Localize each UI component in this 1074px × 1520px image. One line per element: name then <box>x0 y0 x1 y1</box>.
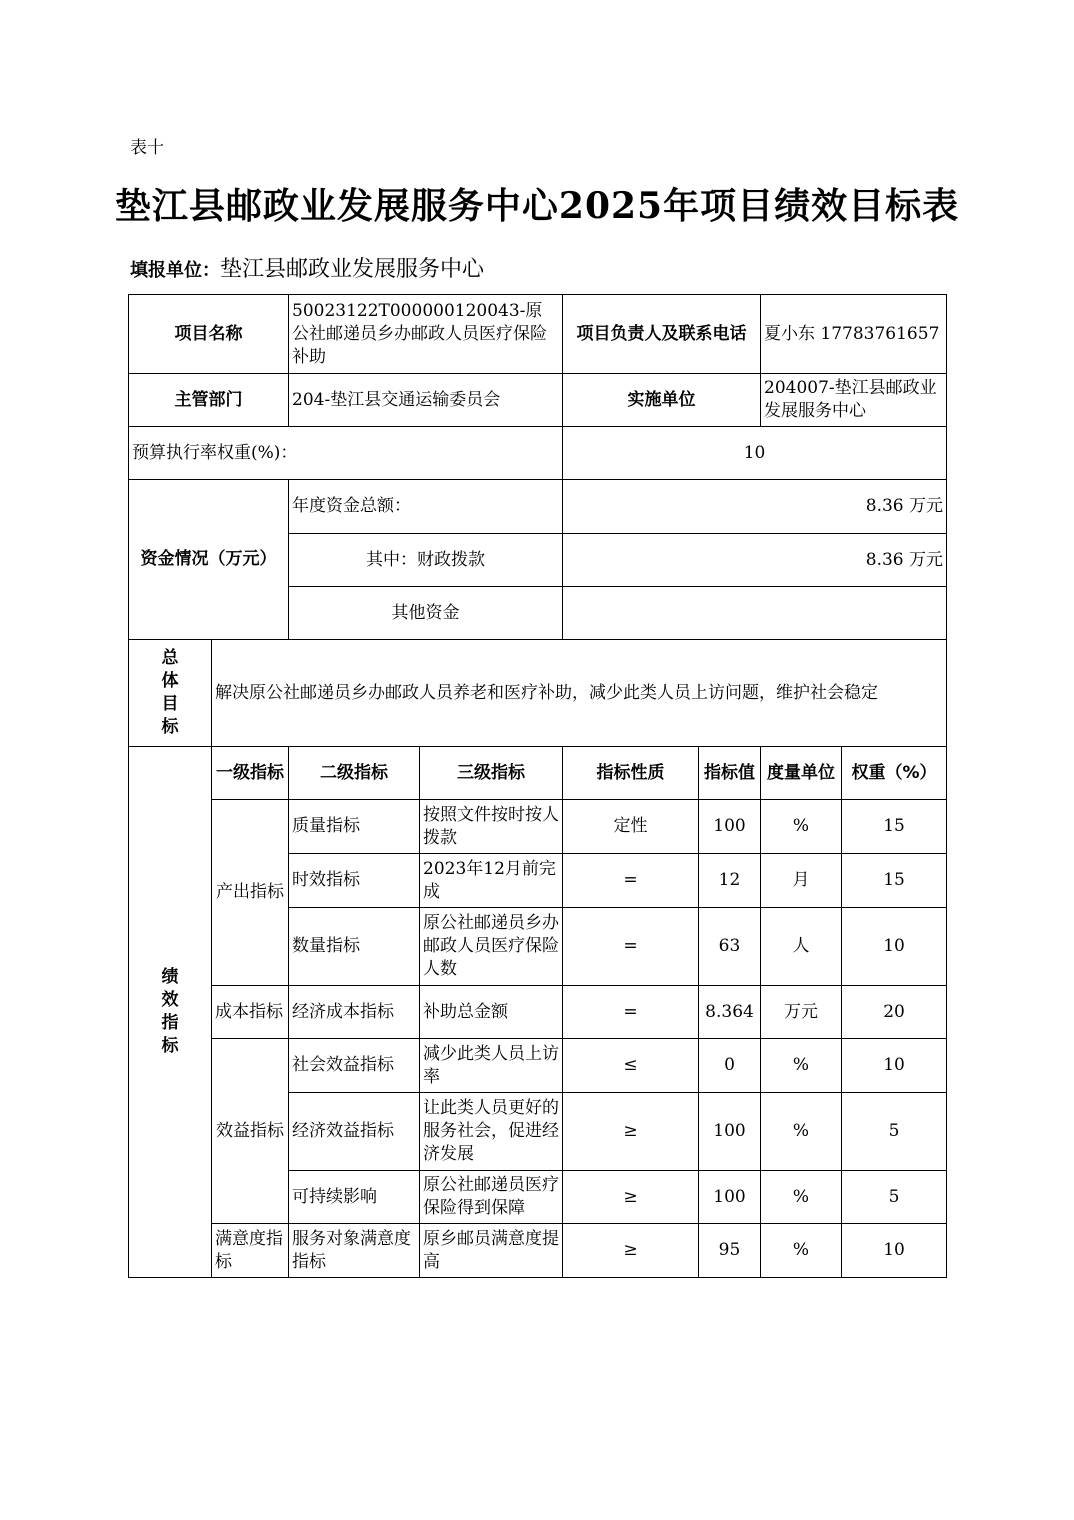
reporting-unit-label: 填报单位： <box>130 260 220 281</box>
table-row <box>129 800 947 854</box>
unit-cell: % <box>761 1224 842 1278</box>
level2-cell: 时效指标 <box>289 854 420 908</box>
level2-cell: 可持续影响 <box>289 1171 420 1224</box>
funds-total-row <box>129 480 947 534</box>
level2-cell: 质量指标 <box>289 800 420 854</box>
level1-output: 产出指标 <box>212 800 289 986</box>
page-title: 垫江县邮政业发展服务中心2025年项目绩效目标表 <box>114 185 960 227</box>
level3-cell: 按照文件按时按人拨款 <box>420 800 563 854</box>
header-unit: 度量单位 <box>761 747 842 800</box>
level2-cell: 经济成本指标 <box>289 986 420 1039</box>
table-number: 表十 <box>130 138 164 158</box>
nature-cell: ≥ <box>563 1093 699 1171</box>
department-label: 主管部门 <box>129 374 289 427</box>
overall-goal-label: 总体目标 <box>129 640 212 747</box>
funds-fiscal-label: 其中：财政拨款 <box>289 534 563 587</box>
budget-weight-label: 预算执行率权重(%)： <box>129 427 563 480</box>
level3-cell: 2023年12月前完成 <box>420 854 563 908</box>
weight-cell: 10 <box>842 908 947 986</box>
value-cell: 12 <box>699 854 761 908</box>
level3-cell: 原公社邮递员医疗保险得到保障 <box>420 1171 563 1224</box>
level3-cell: 补助总金额 <box>420 986 563 1039</box>
table-row <box>129 986 947 1039</box>
table-row <box>129 1224 947 1278</box>
funds-other-value <box>563 587 947 640</box>
unit-cell: % <box>761 1171 842 1224</box>
project-owner-label: 项目负责人及联系电话 <box>563 295 761 374</box>
level3-cell: 让此类人员更好的服务社会，促进经济发展 <box>420 1093 563 1171</box>
project-name-value: 50023122T000000120043-原公社邮递员乡办邮政人员医疗保险补助 <box>289 295 563 374</box>
value-cell: 100 <box>699 800 761 854</box>
header-level3: 三级指标 <box>420 747 563 800</box>
funds-label: 资金情况（万元） <box>129 480 289 640</box>
nature-cell: 定性 <box>563 800 699 854</box>
project-name-label: 项目名称 <box>129 295 289 374</box>
weight-cell: 10 <box>842 1039 947 1093</box>
unit-cell: 人 <box>761 908 842 986</box>
department-value: 204-垫江县交通运输委员会 <box>289 374 563 427</box>
nature-cell: ≤ <box>563 1039 699 1093</box>
performance-table <box>128 294 947 1278</box>
implementing-unit-label: 实施单位 <box>563 374 761 427</box>
value-cell: 0 <box>699 1039 761 1093</box>
level2-cell: 社会效益指标 <box>289 1039 420 1093</box>
level2-cell: 服务对象满意度指标 <box>289 1224 420 1278</box>
nature-cell: ≥ <box>563 1224 699 1278</box>
reporting-unit-value: 垫江县邮政业发展服务中心 <box>220 257 485 282</box>
header-weight: 权重（%） <box>842 747 947 800</box>
unit-cell: % <box>761 1093 842 1171</box>
level1-satisfaction: 满意度指标 <box>212 1224 289 1278</box>
indicators-section-label: 绩效指标 <box>129 747 212 1278</box>
unit-cell: 万元 <box>761 986 842 1039</box>
nature-cell: = <box>563 986 699 1039</box>
project-name-row <box>129 295 947 374</box>
weight-cell: 5 <box>842 1171 947 1224</box>
header-value: 指标值 <box>699 747 761 800</box>
weight-cell: 10 <box>842 1224 947 1278</box>
level2-cell: 经济效益指标 <box>289 1093 420 1171</box>
nature-cell: = <box>563 908 699 986</box>
weight-cell: 20 <box>842 986 947 1039</box>
weight-cell: 5 <box>842 1093 947 1171</box>
funds-fiscal-value: 8.36 万元 <box>563 534 947 587</box>
project-owner-value: 夏小东 17783761657 <box>761 295 947 374</box>
header-level2: 二级指标 <box>289 747 420 800</box>
budget-weight-value: 10 <box>563 427 947 480</box>
budget-weight-row <box>129 427 947 480</box>
level3-cell: 原公社邮递员乡办邮政人员医疗保险人数 <box>420 908 563 986</box>
unit-cell: % <box>761 800 842 854</box>
funds-total-value: 8.36 万元 <box>563 480 947 534</box>
nature-cell: ≥ <box>563 1171 699 1224</box>
funds-total-label: 年度资金总额： <box>289 480 563 534</box>
weight-cell: 15 <box>842 800 947 854</box>
overall-goal-row <box>129 640 947 747</box>
value-cell: 95 <box>699 1224 761 1278</box>
header-level1: 一级指标 <box>212 747 289 800</box>
level1-benefit: 效益指标 <box>212 1039 289 1224</box>
unit-cell: % <box>761 1039 842 1093</box>
value-cell: 100 <box>699 1171 761 1224</box>
level1-cost: 成本指标 <box>212 986 289 1039</box>
table-row <box>129 1039 947 1093</box>
indicator-header-row <box>129 747 947 800</box>
overall-goal-text: 解决原公社邮递员乡办邮政人员养老和医疗补助，减少此类人员上访问题，维护社会稳定 <box>212 640 947 747</box>
reporting-unit <box>130 252 484 283</box>
nature-cell: = <box>563 854 699 908</box>
funds-other-label: 其他资金 <box>289 587 563 640</box>
value-cell: 100 <box>699 1093 761 1171</box>
value-cell: 63 <box>699 908 761 986</box>
unit-cell: 月 <box>761 854 842 908</box>
implementing-unit-value: 204007-垫江县邮政业发展服务中心 <box>761 374 947 427</box>
header-nature: 指标性质 <box>563 747 699 800</box>
value-cell: 8.364 <box>699 986 761 1039</box>
level2-cell: 数量指标 <box>289 908 420 986</box>
weight-cell: 15 <box>842 854 947 908</box>
level3-cell: 原乡邮员满意度提高 <box>420 1224 563 1278</box>
department-row <box>129 374 947 427</box>
level3-cell: 减少此类人员上访率 <box>420 1039 563 1093</box>
